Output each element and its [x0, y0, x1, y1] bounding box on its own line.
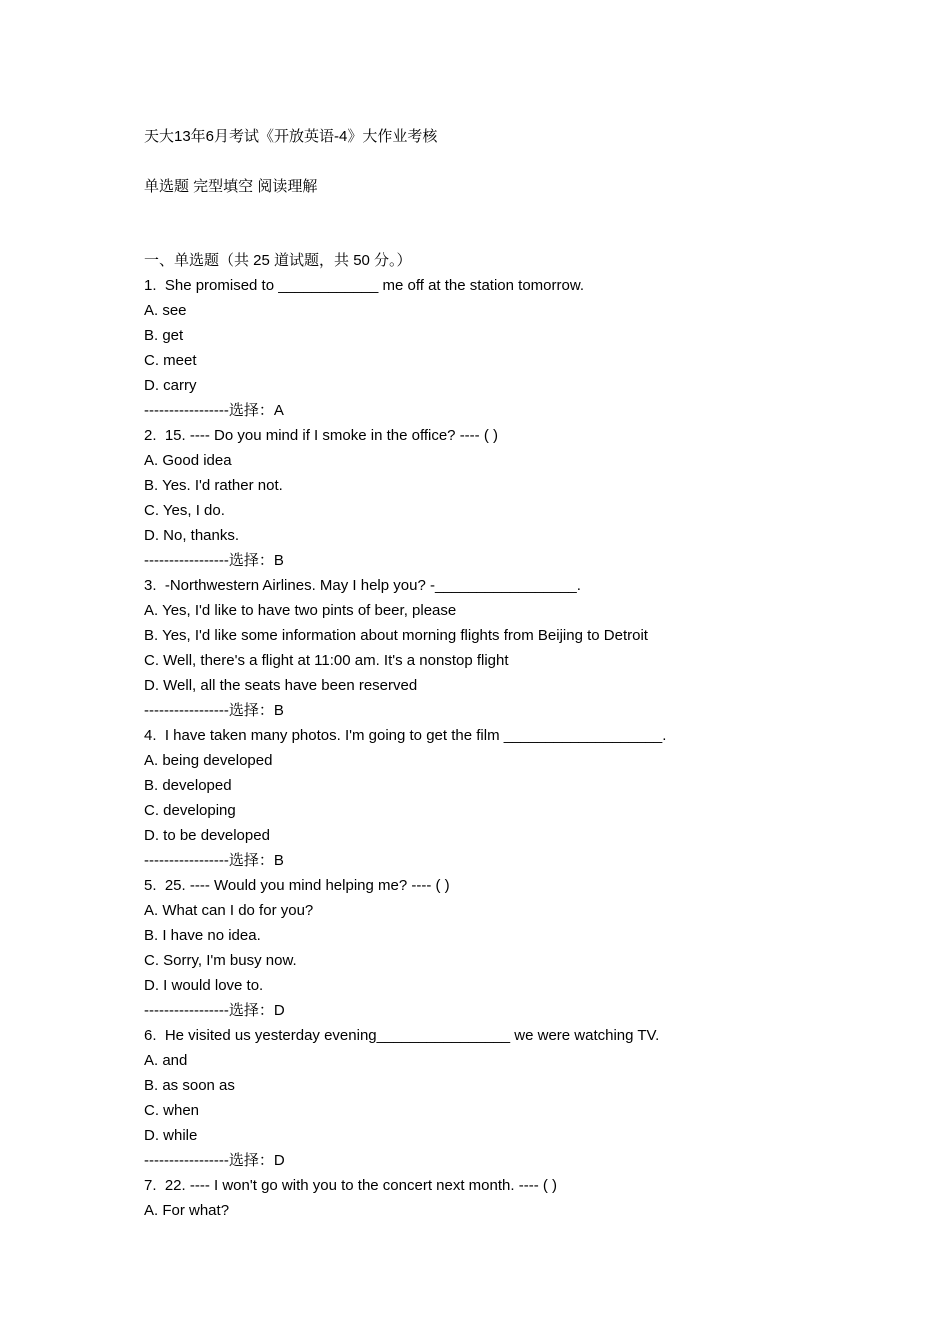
option-d: D. Well, all the seats have been reserved	[144, 677, 418, 694]
option-c: C. when	[144, 1102, 200, 1119]
option-c: C. Yes, I do.	[144, 502, 225, 519]
option-c: C. developing	[144, 802, 236, 819]
question-stem: 1. She promised to ____________ me off at the station tomorrow.	[144, 277, 585, 294]
question-block	[144, 1023, 844, 1173]
option-a: A. What can I do for you?	[144, 902, 314, 919]
option-b: B. developed	[144, 777, 232, 794]
option-b: B. I have no idea.	[144, 927, 261, 944]
answer-line: -----------------选择：B	[144, 852, 284, 869]
option-a: A. Good idea	[144, 452, 232, 469]
answer-line: -----------------选择：D	[144, 1002, 285, 1019]
option-d: D. to be developed	[144, 827, 270, 844]
question-block	[144, 573, 844, 723]
answer-line: -----------------选择：B	[144, 702, 284, 719]
option-b: B. as soon as	[144, 1077, 235, 1094]
option-b: B. get	[144, 327, 184, 344]
option-a: A. Yes, I'd like to have two pints of beer, please	[144, 602, 457, 619]
question-block	[144, 873, 844, 1023]
question-stem: 6. He visited us yesterday evening________________ we were watching TV.	[144, 1027, 660, 1044]
document-title: 天大13年6月考试《开放英语-4》大作业考核	[144, 128, 438, 145]
question-stem: 3. -Northwestern Airlines. May I help you? -_________________.	[144, 577, 581, 594]
question-stem: 2. 15. ---- Do you mind if I smoke in the office? ---- ( )	[144, 427, 498, 444]
option-d: D. I would love to.	[144, 977, 264, 994]
option-c: C. Sorry, I'm busy now.	[144, 952, 297, 969]
question-block	[144, 723, 844, 873]
option-a: A. For what?	[144, 1202, 230, 1219]
document-subtitle: 单选题 完型填空 阅读理解	[144, 178, 318, 195]
option-b: B. Yes. I'd rather not.	[144, 477, 283, 494]
question-stem: 4. I have taken many photos. I'm going to get the film ___________________.	[144, 727, 667, 744]
question-block	[144, 273, 844, 423]
option-a: A. and	[144, 1052, 188, 1069]
option-d: D. while	[144, 1127, 198, 1144]
option-a: A. see	[144, 302, 187, 319]
option-c: C. meet	[144, 352, 197, 369]
answer-line: -----------------选择：D	[144, 1152, 285, 1169]
question-stem: 5. 25. ---- Would you mind helping me? ---- ( )	[144, 877, 450, 894]
section-heading: 一、单选题（共 25 道试题，共 50 分。）	[144, 252, 412, 269]
option-d: D. carry	[144, 377, 197, 394]
option-c: C. Well, there's a flight at 11:00 am. It's a nonstop flight	[144, 652, 509, 669]
answer-line: -----------------选择：A	[144, 402, 284, 419]
question-stem: 7. 22. ---- I won't go with you to the concert next month. ---- ( )	[144, 1177, 558, 1194]
document-content	[144, 124, 844, 1223]
answer-line: -----------------选择：B	[144, 552, 284, 569]
option-a: A. being developed	[144, 752, 273, 769]
question-block	[144, 1173, 844, 1223]
question-block	[144, 423, 844, 573]
option-b: B. Yes, I'd like some information about morning flights from Beijing to Detroit	[144, 627, 648, 644]
option-d: D. No, thanks.	[144, 527, 240, 544]
